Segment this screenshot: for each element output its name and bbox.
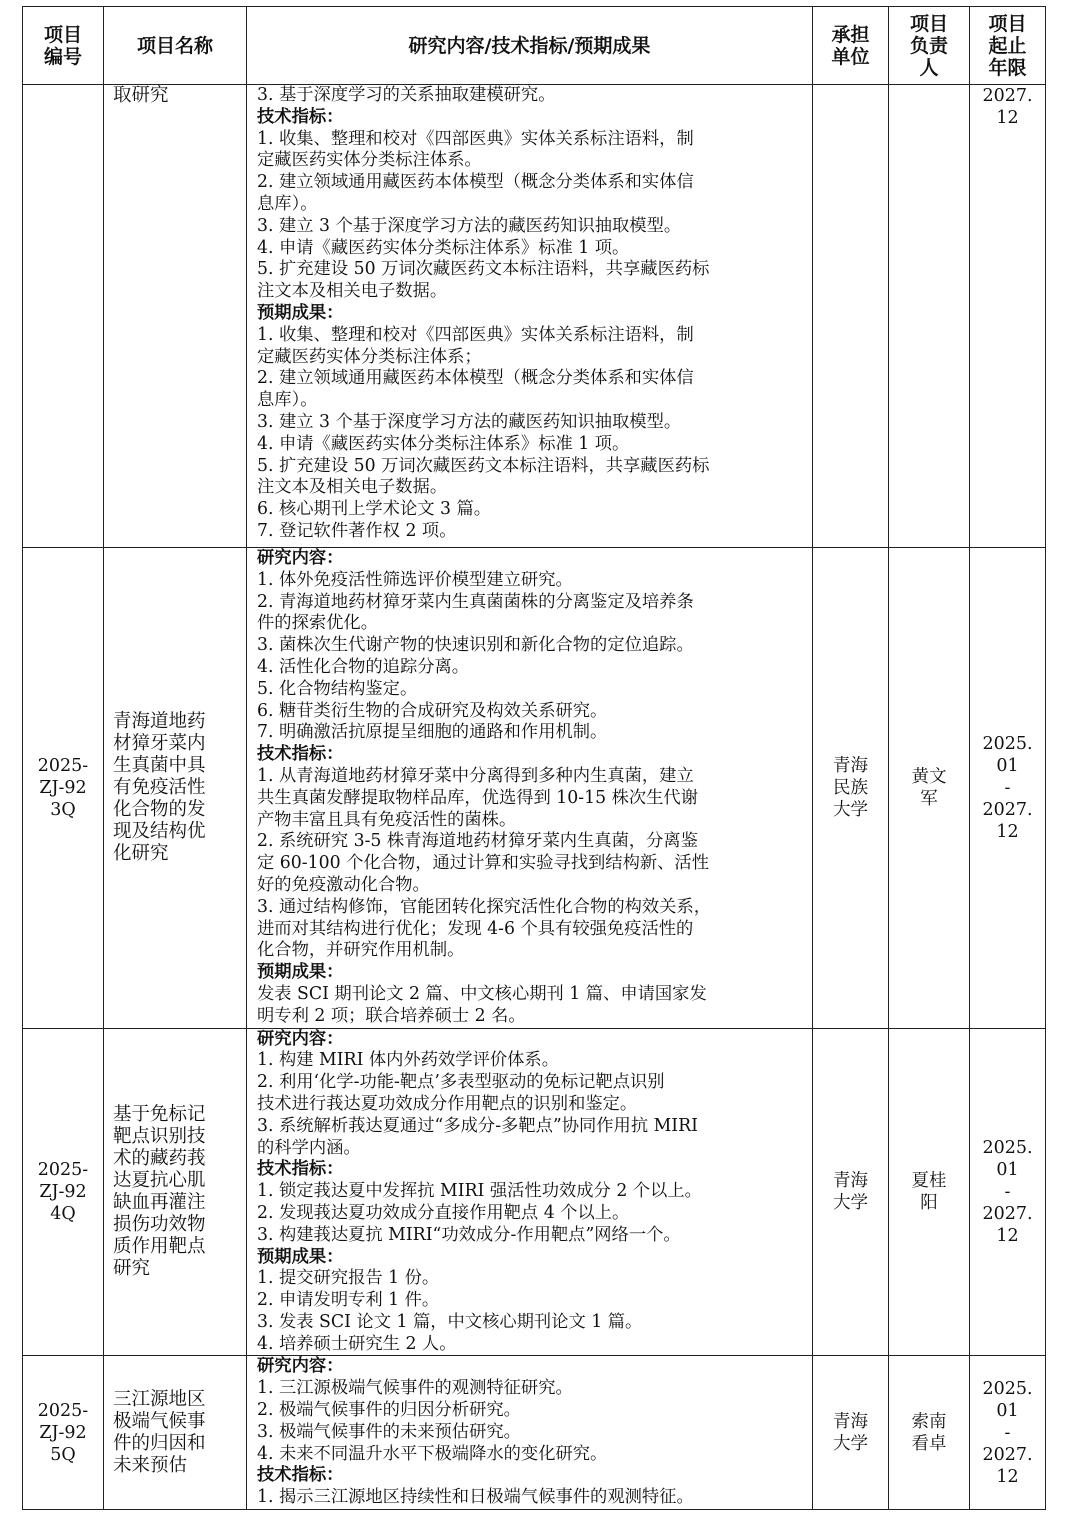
table-row — [23, 85, 1046, 548]
content-line: 2. 建立领域通用藏医药本体模型（概念分类体系和实体信 息库）。 — [257, 368, 694, 411]
section-heading: 技术指标： — [257, 106, 344, 127]
period-cell-text: 2025. 01 - 2027. 12 — [982, 1138, 1033, 1246]
project-name-cell-text: 青海道地药 材獐牙菜内 生真菌中具 有免疫活性 化合物的发 现及结构优 化研究 — [113, 710, 206, 864]
section-heading: 技术指标： — [257, 744, 344, 765]
content-line: 4. 未来不同温升水平下极端降水的变化研究。 — [257, 1443, 608, 1464]
unit-cell-text: 青海 大学 — [833, 1411, 868, 1454]
content-cell — [247, 85, 813, 548]
content-line: 2. 系统研究 3-5 株青海道地药材獐牙菜内生真菌，分离鉴 定 60-100 个化合物，通过计算和实验寻找到结构新、活性 好的免疫激动化合物。 — [257, 831, 709, 895]
project-name-cell-text: 三江源地区 极端气候事 件的归因和 未来预估 — [113, 1388, 206, 1476]
table-row — [23, 548, 1046, 1029]
project-name-cell — [104, 1028, 247, 1356]
period-cell — [970, 1028, 1046, 1356]
unit-cell — [813, 85, 889, 548]
table-row — [23, 1028, 1046, 1356]
content-line: 4. 申请《藏医药实体分类标注体系》标准 1 项。 — [257, 237, 630, 258]
content-line: 2. 利用‘化学-功能-靶点’多表型驱动的免标记靶点识别 技术进行莪达夏功效成分作用靶点的识别和鉴定。 — [257, 1072, 665, 1114]
content-line: 3. 极端气候事件的未来预估研究。 — [257, 1421, 521, 1442]
content-cell — [247, 1028, 813, 1356]
content-line: 1. 从青海道地药材獐牙菜中分离得到多种内生真菌，建立 共生真菌发酵提取物样品库，优选得到 10-15 株次生代谢 产物丰富且具有免疫活性的菌株。 — [257, 765, 698, 830]
content-line: 7. 明确激活抗原提呈细胞的通路和作用机制。 — [257, 722, 608, 743]
content-line: 3. 发表 SCI 论文 1 篇，中文核心期刊论文 1 篇。 — [257, 1311, 643, 1332]
content-line: 1. 三江源极端气候事件的观测特征研究。 — [257, 1378, 573, 1399]
lead-cell — [889, 1356, 970, 1510]
content-line: 3. 菌株次生代谢产物的快速识别和新化合物的定位追踪。 — [257, 635, 694, 656]
period-cell-text: 2025. 01 - 2027. 12 — [982, 733, 1033, 842]
period-cell-text: 2027. 12 — [982, 86, 1033, 128]
project-name-cell-text: 取研究 — [113, 85, 169, 106]
header-period: 项目 起止 年限 — [970, 7, 1046, 85]
content-line: 1. 收集、整理和校对《四部医典》实体关系标注语料，制 定藏医药实体分类标注体系。 — [257, 128, 694, 171]
unit-cell — [813, 1356, 889, 1510]
project-name-cell — [104, 1356, 247, 1510]
content-line: 6. 糖苷类衍生物的合成研究及构效关系研究。 — [257, 700, 608, 721]
section-heading: 研究内容： — [257, 1028, 344, 1049]
section-heading: 研究内容： — [257, 548, 344, 568]
lead-cell-text: 索南 看卓 — [911, 1411, 947, 1454]
period-cell-text: 2025. 01 - 2027. 12 — [982, 1378, 1033, 1487]
content-line: 1. 收集、整理和校对《四部医典》实体关系标注语料，制 定藏医药实体分类标注体系； — [257, 324, 694, 367]
header-project-id: 项目 编号 — [23, 7, 104, 85]
content-line: 2. 发现莪达夏功效成分直接作用靶点 4 个以上。 — [257, 1202, 630, 1223]
project-id-cell-text: 2025- ZJ-92 3Q — [37, 755, 89, 820]
header-content: 研究内容/技术指标/预期成果 — [247, 7, 813, 85]
project-id-cell-text: 2025- ZJ-92 5Q — [37, 1400, 89, 1465]
table-row — [23, 1356, 1046, 1510]
lead-cell — [889, 548, 970, 1029]
lead-cell-text: 黄文 军 — [911, 766, 947, 809]
section-heading: 预期成果： — [257, 1246, 344, 1267]
content-line: 5. 化合物结构鉴定。 — [257, 678, 418, 699]
content-line: 1. 提交研究报告 1 份。 — [257, 1268, 440, 1289]
project-id-cell — [23, 548, 104, 1029]
content-line: 2. 青海道地药材獐牙菜内生真菌菌株的分离鉴定及培养条 件的探索优化。 — [257, 591, 694, 634]
content-line: 发表 SCI 期刊论文 2 篇、中文核心期刊 1 篇、申请国家发 明专利 2 项；联合培养硕士 2 名。 — [257, 983, 707, 1026]
project-id-cell — [23, 85, 104, 548]
period-cell — [970, 548, 1046, 1029]
content-line: 1. 构建 MIRI 体内外药效学评价体系。 — [257, 1050, 559, 1071]
content-line: 2. 建立领域通用藏医药本体模型（概念分类体系和实体信 息库）。 — [257, 172, 694, 214]
section-heading: 预期成果： — [257, 302, 344, 323]
lead-cell-text: 夏桂 阳 — [911, 1171, 947, 1213]
content-cell — [247, 1356, 813, 1510]
content-line: 5. 扩充建设 50 万词次藏医药文本标注语料，共享藏医药标 注文本及相关电子数据。 — [257, 455, 710, 498]
project-name-cell — [104, 85, 247, 548]
section-heading: 技术指标： — [257, 1159, 344, 1180]
unit-cell — [813, 548, 889, 1029]
project-name-cell-text: 基于免标记 靶点识别技 术的藏药莪 达夏抗心肌 缺血再灌注 损伤功效物 质作用靶点 研究 — [113, 1104, 206, 1279]
section-heading: 技术指标： — [257, 1465, 344, 1486]
project-table — [22, 6, 1046, 1510]
period-cell — [970, 85, 1046, 548]
content-line: 2. 申请发明专利 1 件。 — [257, 1290, 440, 1311]
header-lead: 项目 负责 人 — [889, 7, 970, 85]
unit-cell — [813, 1028, 889, 1356]
header-project-name: 项目名称 — [104, 7, 247, 85]
content-line: 3. 基于深度学习的关系抽取建模研究。 — [257, 85, 556, 105]
content-line: 4. 活性化合物的追踪分离。 — [257, 656, 470, 677]
content-line: 3. 建立 3 个基于深度学习方法的藏医药知识抽取模型。 — [257, 215, 682, 236]
lead-cell — [889, 85, 970, 548]
table-header-row — [23, 7, 1046, 85]
content-cell — [247, 548, 813, 1029]
project-name-cell — [104, 548, 247, 1029]
content-line: 3. 通过结构修饰，官能团转化探究活性化合物的构效关系， 进而对其结构进行优化；发现 4-6 个具有较强免疫活性的 化合物，并研究作用机制。 — [257, 896, 712, 961]
project-id-cell — [23, 1028, 104, 1356]
content-line: 6. 核心期刊上学术论文 3 篇。 — [257, 499, 492, 520]
content-line: 3. 建立 3 个基于深度学习方法的藏医药知识抽取模型。 — [257, 411, 682, 432]
content-line: 3. 系统解析莪达夏通过“多成分-多靶点”协同作用抗 MIRI 的科学内涵。 — [257, 1115, 698, 1158]
content-line: 5. 扩充建设 50 万词次藏医药文本标注语料，共享藏医药标 注文本及相关电子数据。 — [257, 259, 710, 302]
content-line: 1. 揭示三江源地区持续性和日极端气候事件的观测特征。 — [257, 1487, 694, 1508]
section-heading: 研究内容： — [257, 1356, 344, 1377]
content-line: 7. 登记软件著作权 2 项。 — [257, 520, 457, 541]
project-id-cell-text: 2025- ZJ-92 4Q — [37, 1160, 89, 1224]
content-line: 1. 体外免疫活性筛选评价模型建立研究。 — [257, 569, 573, 590]
unit-cell-text: 青海 民族 大学 — [833, 755, 868, 820]
content-line: 1. 锁定莪达夏中发挥抗 MIRI 强活性功效成分 2 个以上。 — [257, 1181, 702, 1202]
content-line: 4. 培养硕士研究生 2 人。 — [257, 1333, 457, 1354]
period-cell — [970, 1356, 1046, 1510]
section-heading: 预期成果： — [257, 962, 344, 983]
unit-cell-text: 青海 大学 — [833, 1171, 868, 1213]
project-id-cell — [23, 1356, 104, 1510]
content-line: 4. 申请《藏医药实体分类标注体系》标准 1 项。 — [257, 433, 630, 454]
lead-cell — [889, 1028, 970, 1356]
content-line: 3. 构建莪达夏抗 MIRI“功效成分-作用靶点”网络一个。 — [257, 1224, 681, 1245]
header-unit: 承担 单位 — [813, 7, 889, 85]
content-line: 2. 极端气候事件的归因分析研究。 — [257, 1400, 521, 1421]
